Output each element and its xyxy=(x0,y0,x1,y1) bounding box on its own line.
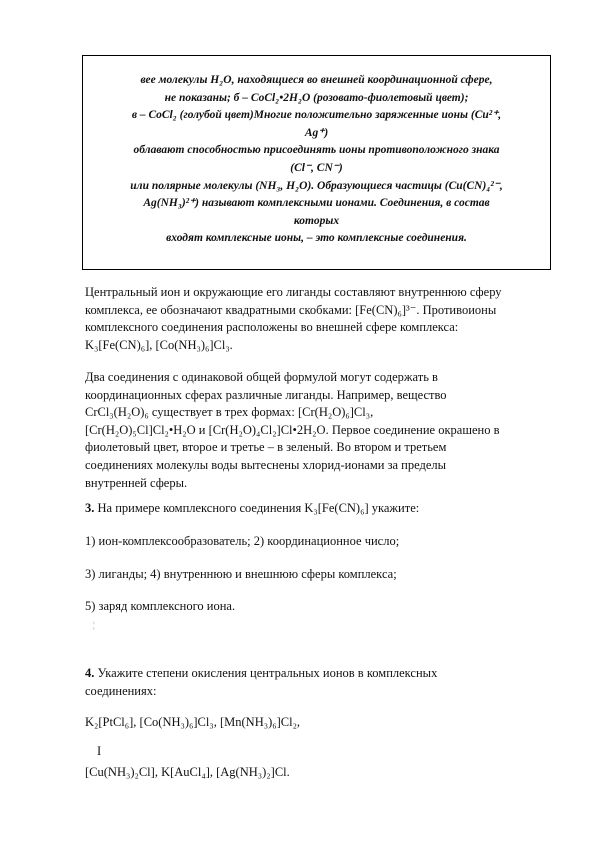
text-cursor xyxy=(97,743,567,761)
question-item: 1) ион-комплексообразователь; 2) координационное число; xyxy=(85,534,400,548)
paragraph-line: внутренней сферы. xyxy=(85,475,188,490)
box-line: Ag(NH₃)²⁺) называют комплексными ионами. Соединения, в состав xyxy=(143,197,490,210)
box-line: вее молекулы H₂O, находящиеся во внешней координационной сфере, xyxy=(140,74,493,86)
paragraph-isomers xyxy=(85,369,555,492)
paragraph-line: Центральный ион и окружающие его лиганды составляют внутреннюю сферу xyxy=(85,285,502,299)
formula-list: K₂[PtCl₆], [Co(NH₃)₆]Cl₃, [Mn(NH₃)₆]Cl₂, xyxy=(85,715,301,729)
paragraph-line: комплекса, ее обозначают квадратными скобками: [Fe(CN)₆]³⁻. Противоионы xyxy=(85,302,497,317)
paragraph-line: [Cr(H₂O)₅Cl]Cl₂•H₂O и [Cr(H₂O)₄Cl₂]Cl•2H₂O. Первое соединение окрашено в xyxy=(85,422,500,437)
definition-box xyxy=(82,55,551,270)
box-line: в – CoCl₂ (голубой цвет)Многие положительно заряженные ионы (Cu²⁺, xyxy=(131,109,502,122)
box-line: (Cl⁻, CN⁻) xyxy=(290,161,343,174)
formula-list: [Cu(NH₃)₂Cl], K[AuCl₄], [Ag(NH₃)₂]Cl. xyxy=(85,765,290,779)
question-3-item xyxy=(85,598,555,616)
question-item: 5) заряд комплексного иона. xyxy=(85,599,236,613)
box-line: облавают способностью присоединять ионы противоположного знака xyxy=(133,144,500,157)
question-text: На примере комплексного соединения K₃[Fe(CN)₆] укажите: xyxy=(94,501,420,515)
question-3 xyxy=(85,500,555,518)
paragraph-line: координационных сферах различные лиганды. Например, вещество xyxy=(85,387,447,402)
question-item: 3) лиганды; 4) внутреннюю и внешнюю сферы комплекса; xyxy=(85,567,397,581)
question-text: Укажите степени окисления центральных ионов в комплексных xyxy=(94,666,438,680)
box-line: которых xyxy=(293,214,340,227)
question-4 xyxy=(85,665,555,700)
question-number: 3. xyxy=(85,501,95,515)
box-line: входят комплексные ионы, – это комплексные соединения. xyxy=(166,232,467,245)
box-line: или полярные молекулы (NH₃, H₂O). Образующиеся частицы (Cu(CN)₄²⁻, xyxy=(130,179,503,192)
paragraph-line: фиолетовый цвет, второе и третье – в зеленый. Во втором и третьем xyxy=(85,440,447,455)
question-number: 4. xyxy=(85,666,95,680)
formulas-line-1 xyxy=(85,714,555,732)
question-text: соединениях: xyxy=(85,683,157,698)
box-line: Ag⁺) xyxy=(304,126,329,139)
paragraph-line: Два соединения с одинаковой общей формулой могут содержать в xyxy=(85,370,438,384)
question-3-item xyxy=(85,566,555,584)
margin-mark: ¦ xyxy=(93,620,95,630)
cursor-glyph: I xyxy=(97,744,102,758)
paragraph-line: CrCl₃(H₂O)₆ существует в трех формах: [Cr(H₂O)₆]Cl₃, xyxy=(85,405,374,420)
box-line: не показаны; б – CoCl₂•2H₂O (розовато-фиолетовый цвет); xyxy=(164,91,469,104)
question-3-item xyxy=(85,533,555,551)
paragraph-inner-sphere xyxy=(85,284,555,354)
formulas-line-2 xyxy=(85,764,555,782)
paragraph-line: комплексного соединения расположены во внешней сфере комплекса: xyxy=(85,320,459,335)
paragraph-line: соединениях молекулы воды вытеснены хлорид-ионами за пределы xyxy=(85,457,447,472)
paragraph-line: K₃[Fe(CN)₆], [Co(NH₃)₆]Cl₃. xyxy=(85,337,233,352)
